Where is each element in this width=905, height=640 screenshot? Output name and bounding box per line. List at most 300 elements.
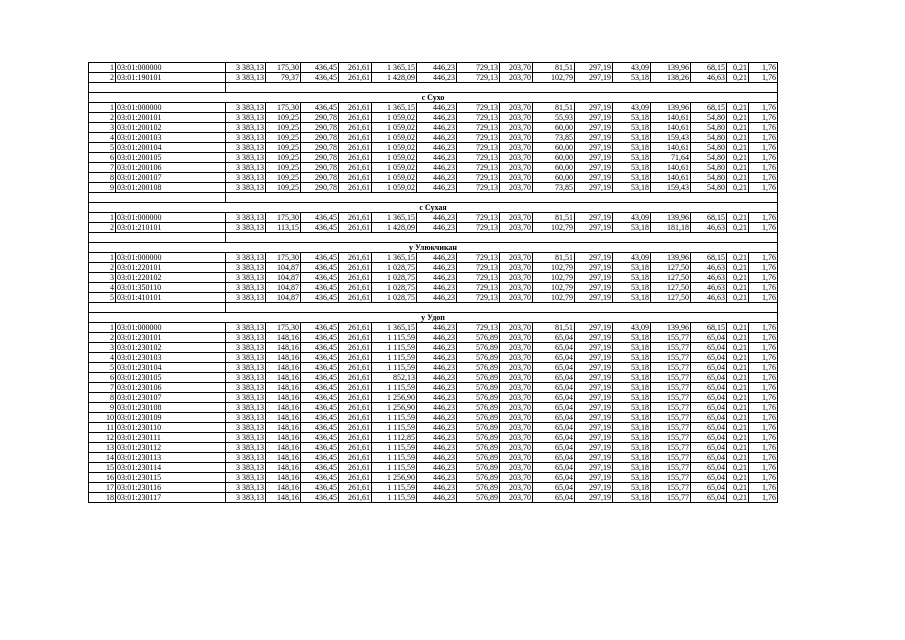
value-cell: 203,70 <box>500 493 533 503</box>
blank-cell <box>89 83 226 93</box>
value-cell: 203,70 <box>500 453 533 463</box>
cadastral-code-cell: 03:01:230114 <box>116 463 226 473</box>
value-cell: 261,61 <box>339 223 372 233</box>
value-cell: 297,19 <box>575 323 613 333</box>
value-cell: 297,19 <box>575 183 613 193</box>
value-cell: 297,19 <box>575 133 613 143</box>
value-cell: 446,23 <box>417 223 457 233</box>
row-number-cell: 17 <box>89 483 116 493</box>
value-cell: 81,51 <box>533 253 575 263</box>
value-cell: 148,16 <box>266 403 301 413</box>
value-cell: 1,76 <box>749 163 778 173</box>
cadastral-code-cell: 03:01:230115 <box>116 473 226 483</box>
table-row <box>89 393 778 403</box>
value-cell: 3 383,13 <box>226 253 266 263</box>
value-cell: 53,18 <box>613 363 651 373</box>
table-row <box>89 413 778 423</box>
table-row <box>89 133 778 143</box>
value-cell: 261,61 <box>339 463 372 473</box>
value-cell: 0,21 <box>727 473 749 483</box>
value-cell: 65,04 <box>691 483 727 493</box>
value-cell: 43,09 <box>613 253 651 263</box>
value-cell: 53,18 <box>613 223 651 233</box>
value-cell: 203,70 <box>500 143 533 153</box>
value-cell: 0,21 <box>727 173 749 183</box>
value-cell: 203,70 <box>500 473 533 483</box>
value-cell: 261,61 <box>339 143 372 153</box>
value-cell: 3 383,13 <box>226 423 266 433</box>
value-cell: 1,76 <box>749 333 778 343</box>
value-cell: 0,21 <box>727 333 749 343</box>
value-cell: 203,70 <box>500 153 533 163</box>
value-cell: 1,76 <box>749 143 778 153</box>
value-cell: 3 383,13 <box>226 133 266 143</box>
value-cell: 261,61 <box>339 473 372 483</box>
value-cell: 53,18 <box>613 143 651 153</box>
value-cell: 1,76 <box>749 403 778 413</box>
value-cell: 1 365,15 <box>372 213 417 223</box>
value-cell: 65,04 <box>533 443 575 453</box>
value-cell: 436,45 <box>301 323 339 333</box>
value-cell: 3 383,13 <box>226 213 266 223</box>
value-cell: 3 383,13 <box>226 443 266 453</box>
value-cell: 159,43 <box>651 183 691 193</box>
value-cell: 297,19 <box>575 443 613 453</box>
value-cell: 297,19 <box>575 353 613 363</box>
value-cell: 3 383,13 <box>226 373 266 383</box>
value-cell: 446,23 <box>417 143 457 153</box>
value-cell: 1,76 <box>749 423 778 433</box>
cadastral-code-cell: 03:01:000000 <box>116 103 226 113</box>
value-cell: 140,61 <box>651 123 691 133</box>
value-cell: 446,23 <box>417 403 457 413</box>
cadastral-code-cell: 03:01:230117 <box>116 493 226 503</box>
value-cell: 297,19 <box>575 363 613 373</box>
table-row <box>89 143 778 153</box>
value-cell: 148,16 <box>266 363 301 373</box>
value-cell: 155,77 <box>651 433 691 443</box>
value-cell: 1 365,15 <box>372 63 417 73</box>
value-cell: 290,78 <box>301 163 339 173</box>
value-cell: 203,70 <box>500 293 533 303</box>
value-cell: 576,89 <box>457 453 500 463</box>
value-cell: 0,21 <box>727 123 749 133</box>
value-cell: 3 383,13 <box>226 393 266 403</box>
value-cell: 3 383,13 <box>226 293 266 303</box>
value-cell: 261,61 <box>339 443 372 453</box>
value-cell: 65,04 <box>533 393 575 403</box>
value-cell: 0,21 <box>727 293 749 303</box>
value-cell: 1,76 <box>749 483 778 493</box>
blank-row <box>89 193 778 203</box>
value-cell: 1 115,59 <box>372 363 417 373</box>
table-row <box>89 263 778 273</box>
blank-cell <box>226 83 778 93</box>
value-cell: 43,09 <box>613 323 651 333</box>
value-cell: 148,16 <box>266 373 301 383</box>
value-cell: 1,76 <box>749 363 778 373</box>
table-row <box>89 453 778 463</box>
value-cell: 729,13 <box>457 133 500 143</box>
value-cell: 65,04 <box>533 433 575 443</box>
cadastral-code-cell: 03:01:200106 <box>116 163 226 173</box>
value-cell: 1,76 <box>749 213 778 223</box>
value-cell: 148,16 <box>266 453 301 463</box>
value-cell: 261,61 <box>339 273 372 283</box>
row-number-cell: 4 <box>89 283 116 293</box>
cadastral-code-cell: 03:01:230102 <box>116 343 226 353</box>
value-cell: 155,77 <box>651 393 691 403</box>
value-cell: 1,76 <box>749 113 778 123</box>
value-cell: 0,21 <box>727 413 749 423</box>
row-number-cell: 1 <box>89 63 116 73</box>
value-cell: 54,80 <box>691 133 727 143</box>
value-cell: 576,89 <box>457 363 500 373</box>
value-cell: 1,76 <box>749 393 778 403</box>
value-cell: 1 028,75 <box>372 273 417 283</box>
value-cell: 576,89 <box>457 393 500 403</box>
value-cell: 139,96 <box>651 213 691 223</box>
value-cell: 3 383,13 <box>226 463 266 473</box>
value-cell: 261,61 <box>339 123 372 133</box>
value-cell: 46,63 <box>691 223 727 233</box>
value-cell: 53,18 <box>613 293 651 303</box>
cadastral-code-cell: 03:01:000000 <box>116 253 226 263</box>
table-row <box>89 253 778 263</box>
value-cell: 729,13 <box>457 183 500 193</box>
value-cell: 65,04 <box>691 493 727 503</box>
value-cell: 261,61 <box>339 453 372 463</box>
table-row <box>89 443 778 453</box>
cadastral-code-cell: 03:01:220102 <box>116 273 226 283</box>
value-cell: 436,45 <box>301 213 339 223</box>
value-cell: 65,04 <box>691 373 727 383</box>
value-cell: 576,89 <box>457 413 500 423</box>
section-title: с Сухо <box>89 93 778 103</box>
value-cell: 297,19 <box>575 433 613 443</box>
value-cell: 109,25 <box>266 133 301 143</box>
value-cell: 43,09 <box>613 103 651 113</box>
value-cell: 446,23 <box>417 353 457 363</box>
value-cell: 54,80 <box>691 153 727 163</box>
value-cell: 3 383,13 <box>226 103 266 113</box>
value-cell: 297,19 <box>575 283 613 293</box>
value-cell: 261,61 <box>339 183 372 193</box>
value-cell: 0,21 <box>727 253 749 263</box>
value-cell: 109,25 <box>266 123 301 133</box>
value-cell: 203,70 <box>500 463 533 473</box>
value-cell: 3 383,13 <box>226 153 266 163</box>
value-cell: 148,16 <box>266 423 301 433</box>
table-row <box>89 353 778 363</box>
section-title: у Улюкчикан <box>89 243 778 253</box>
value-cell: 53,18 <box>613 483 651 493</box>
value-cell: 53,18 <box>613 183 651 193</box>
cadastral-code-cell: 03:01:230104 <box>116 363 226 373</box>
value-cell: 0,21 <box>727 213 749 223</box>
value-cell: 436,45 <box>301 383 339 393</box>
value-cell: 65,04 <box>533 483 575 493</box>
value-cell: 446,23 <box>417 183 457 193</box>
value-cell: 203,70 <box>500 133 533 143</box>
cadastral-code-cell: 03:01:200108 <box>116 183 226 193</box>
value-cell: 109,25 <box>266 153 301 163</box>
value-cell: 53,18 <box>613 433 651 443</box>
value-cell: 261,61 <box>339 393 372 403</box>
cadastral-code-cell: 03:01:200105 <box>116 153 226 163</box>
table-row <box>89 493 778 503</box>
value-cell: 3 383,13 <box>226 433 266 443</box>
value-cell: 297,19 <box>575 163 613 173</box>
value-cell: 297,19 <box>575 373 613 383</box>
value-cell: 155,77 <box>651 373 691 383</box>
value-cell: 127,50 <box>651 283 691 293</box>
cadastral-code-cell: 03:01:230103 <box>116 353 226 363</box>
value-cell: 0,21 <box>727 163 749 173</box>
value-cell: 140,61 <box>651 113 691 123</box>
value-cell: 102,79 <box>533 263 575 273</box>
value-cell: 1,76 <box>749 153 778 163</box>
value-cell: 1 059,02 <box>372 163 417 173</box>
cadastral-code-cell: 03:01:230112 <box>116 443 226 453</box>
value-cell: 297,19 <box>575 263 613 273</box>
value-cell: 3 383,13 <box>226 273 266 283</box>
value-cell: 261,61 <box>339 63 372 73</box>
value-cell: 102,79 <box>533 283 575 293</box>
value-cell: 203,70 <box>500 363 533 373</box>
value-cell: 290,78 <box>301 173 339 183</box>
value-cell: 297,19 <box>575 223 613 233</box>
value-cell: 155,77 <box>651 423 691 433</box>
value-cell: 3 383,13 <box>226 493 266 503</box>
value-cell: 1 028,75 <box>372 263 417 273</box>
value-cell: 104,87 <box>266 273 301 283</box>
value-cell: 729,13 <box>457 293 500 303</box>
blank-cell <box>89 233 226 243</box>
value-cell: 1 115,59 <box>372 493 417 503</box>
row-number-cell: 14 <box>89 453 116 463</box>
cadastral-code-cell: 03:01:230111 <box>116 433 226 443</box>
value-cell: 148,16 <box>266 393 301 403</box>
value-cell: 1 428,09 <box>372 223 417 233</box>
value-cell: 203,70 <box>500 353 533 363</box>
value-cell: 203,70 <box>500 443 533 453</box>
value-cell: 53,18 <box>613 173 651 183</box>
value-cell: 155,77 <box>651 403 691 413</box>
value-cell: 53,18 <box>613 333 651 343</box>
row-number-cell: 4 <box>89 133 116 143</box>
value-cell: 0,21 <box>727 363 749 373</box>
value-cell: 109,25 <box>266 143 301 153</box>
value-cell: 203,70 <box>500 343 533 353</box>
cadastral-code-cell: 03:01:000000 <box>116 63 226 73</box>
value-cell: 729,13 <box>457 173 500 183</box>
value-cell: 576,89 <box>457 443 500 453</box>
table-body <box>89 63 778 503</box>
value-cell: 155,77 <box>651 463 691 473</box>
value-cell: 436,45 <box>301 343 339 353</box>
cadastral-code-cell: 03:01:200104 <box>116 143 226 153</box>
value-cell: 54,80 <box>691 183 727 193</box>
value-cell: 297,19 <box>575 483 613 493</box>
value-cell: 297,19 <box>575 343 613 353</box>
value-cell: 203,70 <box>500 373 533 383</box>
cadastral-code-cell: 03:01:230110 <box>116 423 226 433</box>
value-cell: 102,79 <box>533 273 575 283</box>
value-cell: 138,26 <box>651 73 691 83</box>
row-number-cell: 16 <box>89 473 116 483</box>
value-cell: 1 115,59 <box>372 383 417 393</box>
value-cell: 261,61 <box>339 363 372 373</box>
value-cell: 1 256,90 <box>372 393 417 403</box>
value-cell: 65,04 <box>691 463 727 473</box>
value-cell: 68,15 <box>691 63 727 73</box>
value-cell: 261,61 <box>339 373 372 383</box>
value-cell: 261,61 <box>339 323 372 333</box>
value-cell: 3 383,13 <box>226 483 266 493</box>
value-cell: 155,77 <box>651 453 691 463</box>
value-cell: 1,76 <box>749 473 778 483</box>
value-cell: 60,00 <box>533 163 575 173</box>
value-cell: 53,18 <box>613 163 651 173</box>
cadastral-code-cell: 03:01:220101 <box>116 263 226 273</box>
value-cell: 79,37 <box>266 73 301 83</box>
value-cell: 60,00 <box>533 173 575 183</box>
value-cell: 60,00 <box>533 143 575 153</box>
value-cell: 1,76 <box>749 433 778 443</box>
value-cell: 203,70 <box>500 163 533 173</box>
value-cell: 0,21 <box>727 263 749 273</box>
value-cell: 1 115,59 <box>372 343 417 353</box>
cadastral-code-cell: 03:01:210101 <box>116 223 226 233</box>
value-cell: 0,21 <box>727 483 749 493</box>
value-cell: 65,04 <box>691 453 727 463</box>
value-cell: 0,21 <box>727 73 749 83</box>
value-cell: 54,80 <box>691 123 727 133</box>
value-cell: 446,23 <box>417 493 457 503</box>
table-row <box>89 463 778 473</box>
value-cell: 104,87 <box>266 293 301 303</box>
value-cell: 729,13 <box>457 113 500 123</box>
value-cell: 1 059,02 <box>372 123 417 133</box>
value-cell: 159,43 <box>651 133 691 143</box>
value-cell: 65,04 <box>691 353 727 363</box>
value-cell: 576,89 <box>457 423 500 433</box>
value-cell: 729,13 <box>457 283 500 293</box>
value-cell: 53,18 <box>613 273 651 283</box>
row-number-cell: 2 <box>89 333 116 343</box>
value-cell: 203,70 <box>500 433 533 443</box>
value-cell: 1 256,90 <box>372 473 417 483</box>
table-row <box>89 323 778 333</box>
value-cell: 729,13 <box>457 163 500 173</box>
blank-cell <box>226 193 778 203</box>
value-cell: 729,13 <box>457 123 500 133</box>
value-cell: 113,15 <box>266 223 301 233</box>
value-cell: 436,45 <box>301 373 339 383</box>
value-cell: 43,09 <box>613 63 651 73</box>
value-cell: 261,61 <box>339 423 372 433</box>
row-number-cell: 1 <box>89 323 116 333</box>
value-cell: 1 428,09 <box>372 73 417 83</box>
value-cell: 297,19 <box>575 213 613 223</box>
value-cell: 1 365,15 <box>372 253 417 263</box>
value-cell: 65,04 <box>533 453 575 463</box>
table-row <box>89 363 778 373</box>
value-cell: 148,16 <box>266 383 301 393</box>
value-cell: 0,21 <box>727 403 749 413</box>
value-cell: 261,61 <box>339 253 372 263</box>
value-cell: 729,13 <box>457 143 500 153</box>
blank-row <box>89 83 778 93</box>
value-cell: 1 059,02 <box>372 113 417 123</box>
value-cell: 446,23 <box>417 383 457 393</box>
value-cell: 53,18 <box>613 373 651 383</box>
value-cell: 3 383,13 <box>226 173 266 183</box>
value-cell: 1,76 <box>749 103 778 113</box>
value-cell: 446,23 <box>417 273 457 283</box>
cadastral-code-cell: 03:01:200107 <box>116 173 226 183</box>
value-cell: 290,78 <box>301 113 339 123</box>
value-cell: 446,23 <box>417 133 457 143</box>
value-cell: 297,19 <box>575 403 613 413</box>
table-row <box>89 63 778 73</box>
value-cell: 261,61 <box>339 353 372 363</box>
value-cell: 1,76 <box>749 323 778 333</box>
value-cell: 109,25 <box>266 173 301 183</box>
value-cell: 68,15 <box>691 103 727 113</box>
value-cell: 65,04 <box>691 363 727 373</box>
table-row <box>89 433 778 443</box>
value-cell: 3 383,13 <box>226 383 266 393</box>
value-cell: 203,70 <box>500 213 533 223</box>
value-cell: 46,63 <box>691 273 727 283</box>
value-cell: 53,18 <box>613 383 651 393</box>
value-cell: 3 383,13 <box>226 333 266 343</box>
value-cell: 3 383,13 <box>226 413 266 423</box>
blank-cell <box>226 233 778 243</box>
value-cell: 140,61 <box>651 163 691 173</box>
value-cell: 65,04 <box>533 383 575 393</box>
value-cell: 1,76 <box>749 63 778 73</box>
value-cell: 261,61 <box>339 343 372 353</box>
value-cell: 297,19 <box>575 123 613 133</box>
value-cell: 46,63 <box>691 73 727 83</box>
row-number-cell: 8 <box>89 173 116 183</box>
value-cell: 43,09 <box>613 213 651 223</box>
value-cell: 203,70 <box>500 253 533 263</box>
value-cell: 446,23 <box>417 293 457 303</box>
value-cell: 1,76 <box>749 263 778 273</box>
value-cell: 576,89 <box>457 333 500 343</box>
value-cell: 109,25 <box>266 183 301 193</box>
value-cell: 1,76 <box>749 453 778 463</box>
value-cell: 297,19 <box>575 383 613 393</box>
value-cell: 0,21 <box>727 453 749 463</box>
table-row <box>89 293 778 303</box>
cadastral-code-cell: 03:01:200103 <box>116 133 226 143</box>
value-cell: 53,18 <box>613 393 651 403</box>
value-cell: 65,04 <box>533 473 575 483</box>
value-cell: 261,61 <box>339 483 372 493</box>
row-number-cell: 5 <box>89 363 116 373</box>
value-cell: 60,00 <box>533 153 575 163</box>
value-cell: 261,61 <box>339 263 372 273</box>
value-cell: 46,63 <box>691 293 727 303</box>
value-cell: 1 115,59 <box>372 483 417 493</box>
value-cell: 729,13 <box>457 73 500 83</box>
value-cell: 261,61 <box>339 333 372 343</box>
